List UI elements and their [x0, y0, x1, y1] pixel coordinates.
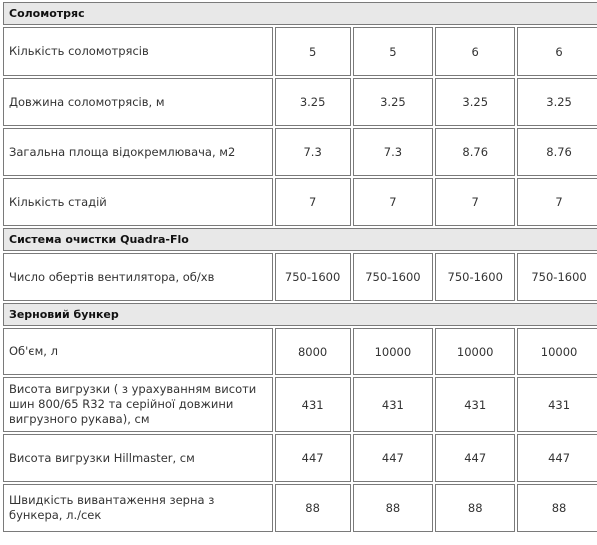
cell-value: 7 — [435, 178, 515, 226]
cell-value: 7 — [275, 178, 351, 226]
row-label: Кількість соломотрясів — [3, 27, 273, 76]
cell-value: 6 — [517, 27, 597, 76]
cell-value: 431 — [435, 377, 515, 432]
section-header-straw-walker — [3, 2, 597, 25]
cell-value: 88 — [435, 484, 515, 532]
cell-value: 431 — [275, 377, 351, 432]
table-row — [3, 27, 597, 76]
table-row — [3, 484, 597, 532]
table-row — [3, 128, 597, 176]
cell-value: 7.3 — [275, 128, 351, 176]
cell-value: 750-1600 — [517, 253, 597, 301]
cell-value: 88 — [353, 484, 434, 532]
row-label: Швидкість вивантаження зерна з бункера, л./сек — [3, 484, 273, 532]
cell-value: 8000 — [275, 328, 351, 375]
row-label: Загальна площа відокремлювача, м2 — [3, 128, 273, 176]
cell-value: 447 — [353, 434, 434, 482]
row-label: Об'єм, л — [3, 328, 273, 375]
cell-value: 3.25 — [353, 78, 434, 126]
table-row — [3, 377, 597, 432]
cell-value: 3.25 — [435, 78, 515, 126]
row-label: Висота вигрузки Hillmaster, см — [3, 434, 273, 482]
row-label: Число обертів вентилятора, об/хв — [3, 253, 273, 301]
cell-value: 7 — [517, 178, 597, 226]
row-label: Висота вигрузки ( з урахуванням висоти шин 800/65 R32 та серійної довжини вигрузного рукава), см — [3, 377, 273, 432]
cell-value: 3.25 — [517, 78, 597, 126]
section-header-cleaning-system — [3, 228, 597, 251]
section-title: Зерновий бункер — [3, 303, 597, 326]
cell-value: 750-1600 — [435, 253, 515, 301]
cell-value: 3.25 — [275, 78, 351, 126]
row-label: Кількість стадій — [3, 178, 273, 226]
cell-value: 7.3 — [353, 128, 434, 176]
table-row — [3, 328, 597, 375]
table-row — [3, 78, 597, 126]
table-row — [3, 434, 597, 482]
cell-value: 447 — [435, 434, 515, 482]
table-row — [3, 253, 597, 301]
cell-value: 5 — [353, 27, 434, 76]
section-title: Соломотряс — [3, 2, 597, 25]
table-row — [3, 178, 597, 226]
cell-value: 431 — [517, 377, 597, 432]
cell-value: 431 — [353, 377, 434, 432]
row-label: Довжина соломотрясів, м — [3, 78, 273, 126]
cell-value: 10000 — [517, 328, 597, 375]
cell-value: 7 — [353, 178, 434, 226]
cell-value: 88 — [275, 484, 351, 532]
section-title: Система очистки Quadra-Flo — [3, 228, 597, 251]
cell-value: 88 — [517, 484, 597, 532]
cell-value: 447 — [517, 434, 597, 482]
spec-table — [1, 0, 597, 534]
cell-value: 447 — [275, 434, 351, 482]
cell-value: 6 — [435, 27, 515, 76]
cell-value: 10000 — [435, 328, 515, 375]
cell-value: 5 — [275, 27, 351, 76]
cell-value: 8.76 — [517, 128, 597, 176]
cell-value: 10000 — [353, 328, 434, 375]
section-header-grain-tank — [3, 303, 597, 326]
cell-value: 750-1600 — [275, 253, 351, 301]
cell-value: 8.76 — [435, 128, 515, 176]
cell-value: 750-1600 — [353, 253, 434, 301]
